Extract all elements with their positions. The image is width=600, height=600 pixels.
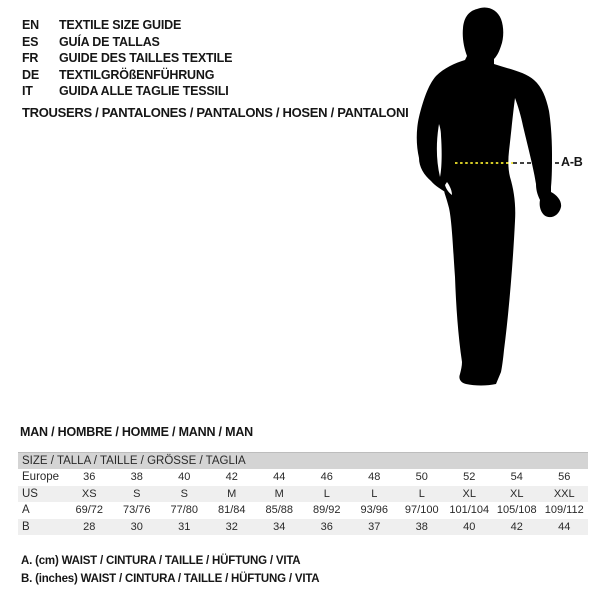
language-code: ES <box>22 34 39 49</box>
size-table-header: SIZE / TALLA / TAILLE / GRÖSSE / TAGLIA <box>18 453 588 470</box>
language-label: TEXTILE SIZE GUIDE <box>59 18 182 32</box>
size-cell: M <box>227 487 237 500</box>
language-row <box>22 83 232 100</box>
size-cell: L <box>323 487 330 500</box>
size-cell: 109/112 <box>544 504 584 517</box>
size-table-header-row <box>18 453 588 470</box>
size-cell: 52 <box>463 471 476 484</box>
language-label: GUIDA ALLE TAGLIE TESSILI <box>59 84 229 99</box>
size-cell: 93/96 <box>360 504 389 517</box>
size-cell: L <box>418 487 425 500</box>
language-label: TEXTILGRÖßENFÜHRUNG <box>59 67 215 82</box>
size-cell: 69/72 <box>75 504 104 517</box>
size-cell: 37 <box>368 520 381 533</box>
size-cell: 36 <box>83 471 96 484</box>
man-silhouette-figure <box>415 0 600 420</box>
size-cell: 40 <box>178 471 191 484</box>
language-row <box>22 34 232 51</box>
size-cell: 56 <box>558 471 571 484</box>
size-table <box>18 452 588 535</box>
size-cell: 42 <box>510 520 523 533</box>
size-cell: 38 <box>130 471 143 484</box>
measurement-footnotes <box>21 553 319 588</box>
size-cell: 44 <box>558 520 571 533</box>
size-cell: 44 <box>273 471 286 484</box>
language-legend <box>22 17 232 100</box>
footnote: B. (inches) WAIST / CINTURA / TAILLE / HÜFTUNG / VITA <box>21 572 320 585</box>
table-row <box>18 486 588 503</box>
row-label: B <box>22 520 30 533</box>
size-cell: 105/108 <box>496 504 537 517</box>
language-label: GUÍA DE TALLAS <box>59 34 160 49</box>
size-cell: XS <box>81 487 97 500</box>
language-code: DE <box>22 67 39 82</box>
size-cell: 101/104 <box>449 504 490 517</box>
size-cell: 85/88 <box>265 504 294 517</box>
size-cell: 48 <box>368 471 381 484</box>
size-cell: 28 <box>83 520 96 533</box>
section-heading: MAN / HOMBRE / HOMME / MANN / MAN <box>20 425 253 439</box>
size-cell: 40 <box>463 520 476 533</box>
language-label: GUIDE DES TAILLES TEXTILE <box>59 51 233 66</box>
language-code: EN <box>22 18 39 32</box>
size-cell: 30 <box>130 520 143 533</box>
table-row <box>18 469 588 486</box>
size-cell: 54 <box>510 471 523 484</box>
size-cell: M <box>274 487 284 500</box>
row-label: A <box>22 504 30 517</box>
row-label: US <box>22 487 38 500</box>
size-cell: XL <box>510 487 524 500</box>
silhouette-path <box>417 7 561 385</box>
measure-label: A-B <box>561 155 583 169</box>
language-row <box>22 67 232 84</box>
language-code: IT <box>22 84 33 99</box>
size-cell: 31 <box>178 520 191 533</box>
garment-heading: TROUSERS / PANTALONES / PANTALONS / HOSEN / PANTALONI <box>22 105 409 120</box>
size-cell: S <box>133 487 141 500</box>
size-cell: 46 <box>320 471 333 484</box>
language-row <box>22 50 232 67</box>
size-cell: 32 <box>225 520 238 533</box>
size-cell: 81/84 <box>217 504 246 517</box>
size-cell: 34 <box>273 520 286 533</box>
size-cell: 36 <box>320 520 333 533</box>
table-row <box>18 519 588 536</box>
size-cell: 97/100 <box>404 504 439 517</box>
size-cell: 89/92 <box>312 504 341 517</box>
footnote: A. (cm) WAIST / CINTURA / TAILLE / HÜFTUNG / VITA <box>21 555 301 567</box>
size-cell: 42 <box>225 471 238 484</box>
size-cell: 38 <box>415 520 428 533</box>
table-row <box>18 502 588 519</box>
language-row <box>22 17 232 34</box>
size-cell: XXL <box>553 487 575 500</box>
language-code: FR <box>22 51 39 66</box>
size-cell: 73/76 <box>122 504 151 517</box>
size-cell: S <box>180 487 188 500</box>
size-cell: XL <box>462 487 476 500</box>
row-label: Europe <box>22 471 60 484</box>
man-silhouette-svg <box>415 0 600 420</box>
size-cell: 50 <box>415 471 428 484</box>
size-cell: 77/80 <box>170 504 199 517</box>
size-cell: L <box>371 487 378 500</box>
